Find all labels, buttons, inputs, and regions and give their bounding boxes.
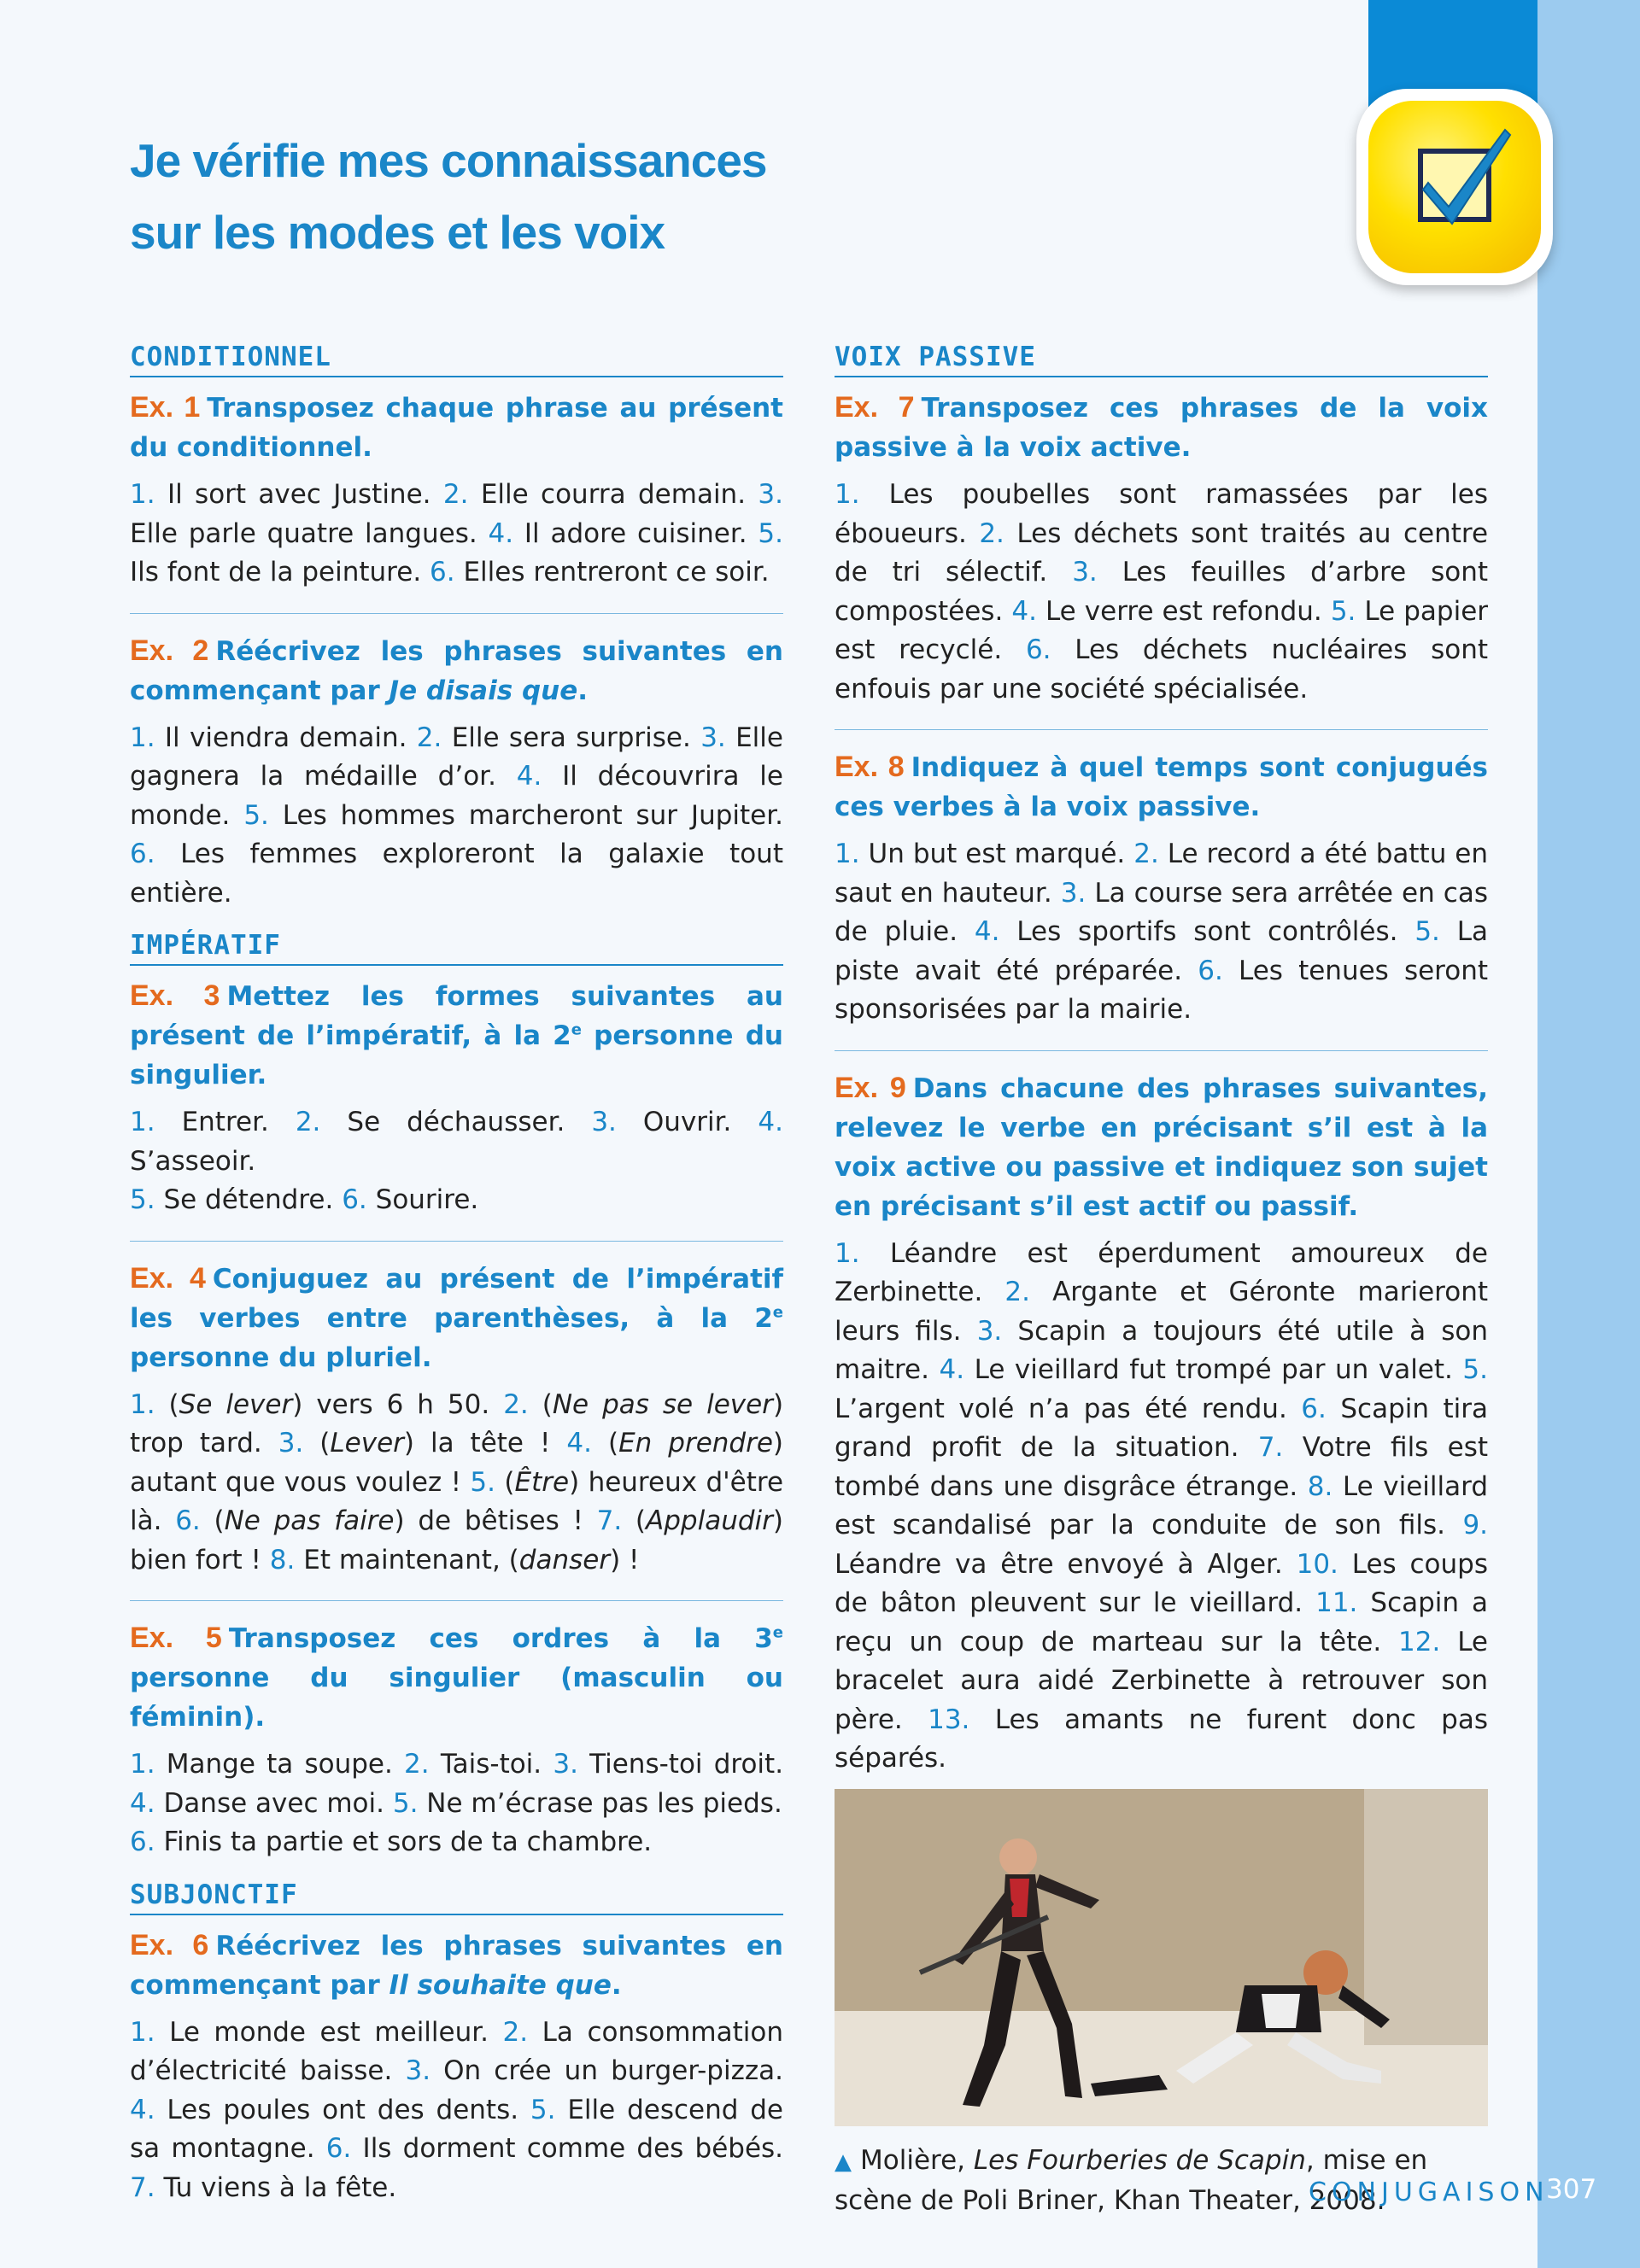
page-number: 307: [1546, 2174, 1597, 2205]
exercise-1-items: 1. Il sort avec Justine. 2. Elle courra demain. 3. Elle parle quatre langues. 4. Il adore cuisiner. 5. Ils font de la peinture. 6. Elles rentreront ce soir.: [130, 479, 783, 587]
checkmark-badge: [1356, 89, 1553, 285]
section-conditionnel: CONDITIONNEL: [130, 340, 783, 377]
exercise-3-instruction: Ex. 3 Mettez les formes suivantes au présent de l’impératif, à la 2e personne du singulier.: [130, 979, 784, 1090]
exercise-7-items: 1. Les poubelles sont ramassées par les éboueurs. 2. Les déchets sont traités au centre de tri sélectif. 3. Les feuilles d’arbre sont compostées. 4. Le verre est refondu. 5. Le papier est recyclé. 6. Les déchets nucléaires sont enfouis par une société spécialisée.: [835, 479, 1489, 704]
exercise-3-items: 1. Entrer. 2. Se déchausser. 3. Ouvrir. 4. S’asseoir. 5. Se détendre. 6. Sourire.: [130, 1107, 783, 1215]
exercise-4-instruction: Ex. 4 Conjuguez au présent de l’impératif les verbes entre parenthèses, à la 2e personne du pluriel.: [130, 1261, 783, 1373]
exercise-7-instruction: Ex. 7 Transposez ces phrases de la voix passive à la voix active.: [835, 391, 1488, 463]
footer-section-label: CONJUGAISON: [1309, 2177, 1549, 2207]
exercise-9-items: 1. Léandre est éperdument amoureux de Zerbinette. 2. Argante et Géronte marieront leurs fils. 3. Scapin a toujours été utile à son maitre. 4. Le vieillard fut trompé par un valet. 5. L’argent volé n’a pas été rendu. 6. Scapin tira grand profit de la situation. 7. Votre fils est tombé dans une disgrâce étrange. 8. Le vieillard est scandalisé par la conduite de son fils. 9. Léandre va être envoyé à Alger. 10. Les coups de bâton pleuvent sur le vieillard. 11. Scapin a reçu un coup de marteau sur la tête. 12. Le bracelet aura aidé Zerbinette à retrouver son père. 13. Les amants ne furent donc pas séparés.: [835, 1237, 1489, 1774]
exercise-9-instruction: Ex. 9 Dans chacune des phrases suivantes, relevez le verbe en précisant s’il est à la voix active ou passive et indiquez son sujet en précisant s’il est actif ou passif.: [835, 1071, 1488, 1222]
exercise-2-instruction: Ex. 2 Réécrivez les phrases suivantes en commençant par Je disais que.: [130, 634, 784, 706]
right-column: [835, 340, 1488, 2220]
exercise-5-items: 1. Mange ta soupe. 2. Tais-toi. 3. Tiens-toi droit. 4. Danse avec moi. 5. Ne m’écrase pas les pieds. 6. Finis ta partie et sors de ta chambre.: [130, 1749, 784, 1857]
checkmark-icon: [1409, 123, 1520, 234]
exercise-1-instruction: Ex. 1 Transposez chaque phrase au présent du conditionnel.: [130, 391, 783, 463]
exercise-5-instruction: Ex. 5 Transposez ces ordres à la 3e personne du singulier (masculin ou féminin).: [130, 1622, 783, 1733]
exercise-6-items: 1. Le monde est meilleur. 2. La consommation d’électricité baisse. 3. On crée un burger-pizza. 4. Les poules ont des dents. 5. Elle descend de sa montagne. 6. Ils dorment comme des bébés. 7. Tu viens à la fête.: [130, 2016, 784, 2203]
section-subjonctif: SUBJONCTIF: [130, 1878, 783, 1915]
theater-photo: [835, 1789, 1488, 2126]
exercise-2-items: 1. Il viendra demain. 2. Elle sera surprise. 3. Elle gagnera la médaille d’or. 4. Il découvrira le monde. 5. Les hommes marcheront sur Jupiter. 6. Les femmes exploreront la galaxie tout entière.: [130, 722, 783, 909]
exercise-4-items: 1. (Se lever) vers 6 h 50. 2. (Ne pas se lever) trop tard. 3. (Lever) la tête ! 4. (En prendre) autant que vous voulez ! 5. (Être) heureux d'être là. 6. (Ne pas faire) de bêtises ! 7. (Applaudir) bien fort ! 8. Et maintenant, (danser) !: [130, 1388, 784, 1575]
exercise-8-instruction: Ex. 8 Indiquez à quel temps sont conjugués ces verbes à la voix passive.: [835, 751, 1489, 822]
section-imperatif: IMPÉRATIF: [130, 928, 783, 966]
exercise-6-instruction: Ex. 6 Réécrivez les phrases suivantes en commençant par Il souhaite que.: [130, 1928, 784, 2001]
photo-caption: ▲ Molière, Les Fourberies de Scapin, mise en scène de Poli Briner, Khan Theater, 2008.: [835, 2144, 1428, 2216]
left-column: [130, 340, 783, 2207]
section-voix-passive: VOIX PASSIVE: [835, 340, 1488, 377]
page-title: Je vérifie mes connaissances sur les modes et les voix: [130, 134, 767, 259]
exercise-8-items: 1. Un but est marqué. 2. Le record a été battu en saut en hauteur. 3. La course sera arrêtée en cas de pluie. 4. Les sportifs sont contrôlés. 5. La piste avait été préparée. 6. Les tenues seront sponsorisées par la mairie.: [835, 839, 1489, 1025]
side-band: [1538, 0, 1640, 2268]
caption-triangle-icon: ▲: [835, 2148, 852, 2175]
